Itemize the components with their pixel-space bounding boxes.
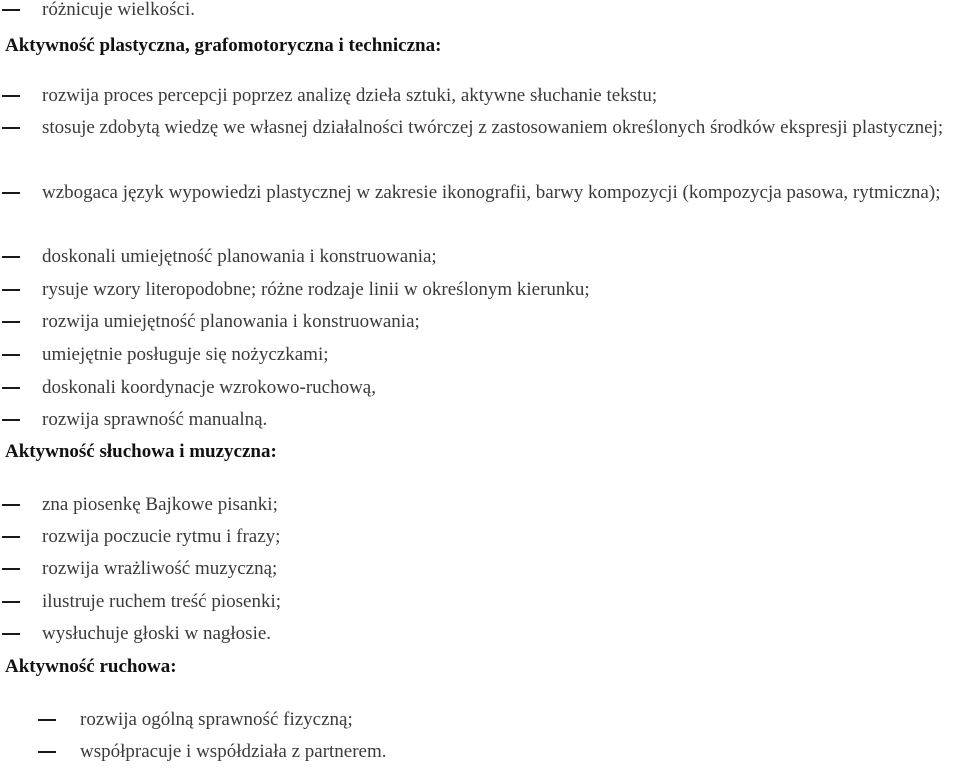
list-item <box>0 112 960 144</box>
dash-bullet <box>2 633 20 635</box>
list-item <box>0 404 960 436</box>
list-item <box>0 0 960 26</box>
list-item-text: doskonali umiejętność planowania i konstruowania; <box>42 246 437 267</box>
list-item-text: rysuje wzory literopodobne; różne rodzaje linii w określonym kierunku; <box>42 279 590 300</box>
section-heading-music: Aktywność słuchowa i muzyczna: <box>5 441 277 462</box>
dash-bullet <box>38 751 56 753</box>
dash-bullet <box>2 354 20 356</box>
list-item-text: stosuje zdobytą wiedzę we własnej działalności twórczej z zastosowaniem określonych środków ekspresji plastycznej; <box>42 117 944 138</box>
list-item-text: wzbogaca język wypowiedzi plastycznej w zakresie ikonografii, barwy kompozycji (kompozycja pasowa, rytmiczna); <box>42 182 941 203</box>
list-item <box>0 704 960 736</box>
dash-bullet <box>2 192 20 194</box>
list-item-text: wysłuchuje głoski w nagłosie. <box>42 623 272 644</box>
list-item <box>0 618 960 650</box>
list-item-text: umiejętnie posługuje się nożyczkami; <box>42 344 329 365</box>
list-item-text: doskonali koordynacje wzrokowo-ruchową, <box>42 377 376 398</box>
list-item <box>0 521 960 553</box>
list-item-text: rozwija sprawność manualną. <box>42 409 268 430</box>
dash-bullet <box>2 568 20 570</box>
dash-bullet <box>2 127 20 129</box>
list-item-text: rozwija ogólną sprawność fizyczną; <box>80 709 353 730</box>
list-item <box>0 372 960 404</box>
list-item-text: współpracuje i współdziała z partnerem. <box>80 741 387 762</box>
list-item-text: zna piosenkę Bajkowe pisanki; <box>42 494 278 515</box>
list-item <box>0 274 960 306</box>
list-item <box>0 339 960 371</box>
list-item <box>0 177 960 209</box>
list-item <box>0 586 960 618</box>
dash-bullet <box>2 321 20 323</box>
dash-bullet <box>2 601 20 603</box>
dash-bullet <box>2 95 20 97</box>
list-item <box>0 306 960 338</box>
list-item <box>0 553 960 585</box>
list-item <box>0 489 960 521</box>
section-heading-movement: Aktywność ruchowa: <box>5 656 177 677</box>
list-item-text: rozwija poczucie rytmu i frazy; <box>42 526 281 547</box>
list-item <box>0 241 960 273</box>
list-item <box>0 736 960 768</box>
dash-bullet <box>2 504 20 506</box>
dash-bullet <box>2 387 20 389</box>
list-item-text: ilustruje ruchem treść piosenki; <box>42 591 282 612</box>
dash-bullet <box>2 419 20 421</box>
list-item-text: różnicuje wielkości. <box>42 0 196 20</box>
dash-bullet <box>2 256 20 258</box>
list-item-text: rozwija umiejętność planowania i konstruowania; <box>42 311 420 332</box>
dash-bullet <box>2 9 20 11</box>
dash-bullet <box>2 536 20 538</box>
list-item <box>0 80 960 112</box>
list-item-text: rozwija proces percepcji poprzez analizę dzieła sztuki, aktywne słuchanie tekstu; <box>42 85 658 106</box>
dash-bullet <box>2 289 20 291</box>
section-heading-art: Aktywność plastyczna, grafomotoryczna i techniczna: <box>5 35 442 56</box>
dash-bullet <box>38 719 56 721</box>
list-item-text: rozwija wrażliwość muzyczną; <box>42 558 278 579</box>
